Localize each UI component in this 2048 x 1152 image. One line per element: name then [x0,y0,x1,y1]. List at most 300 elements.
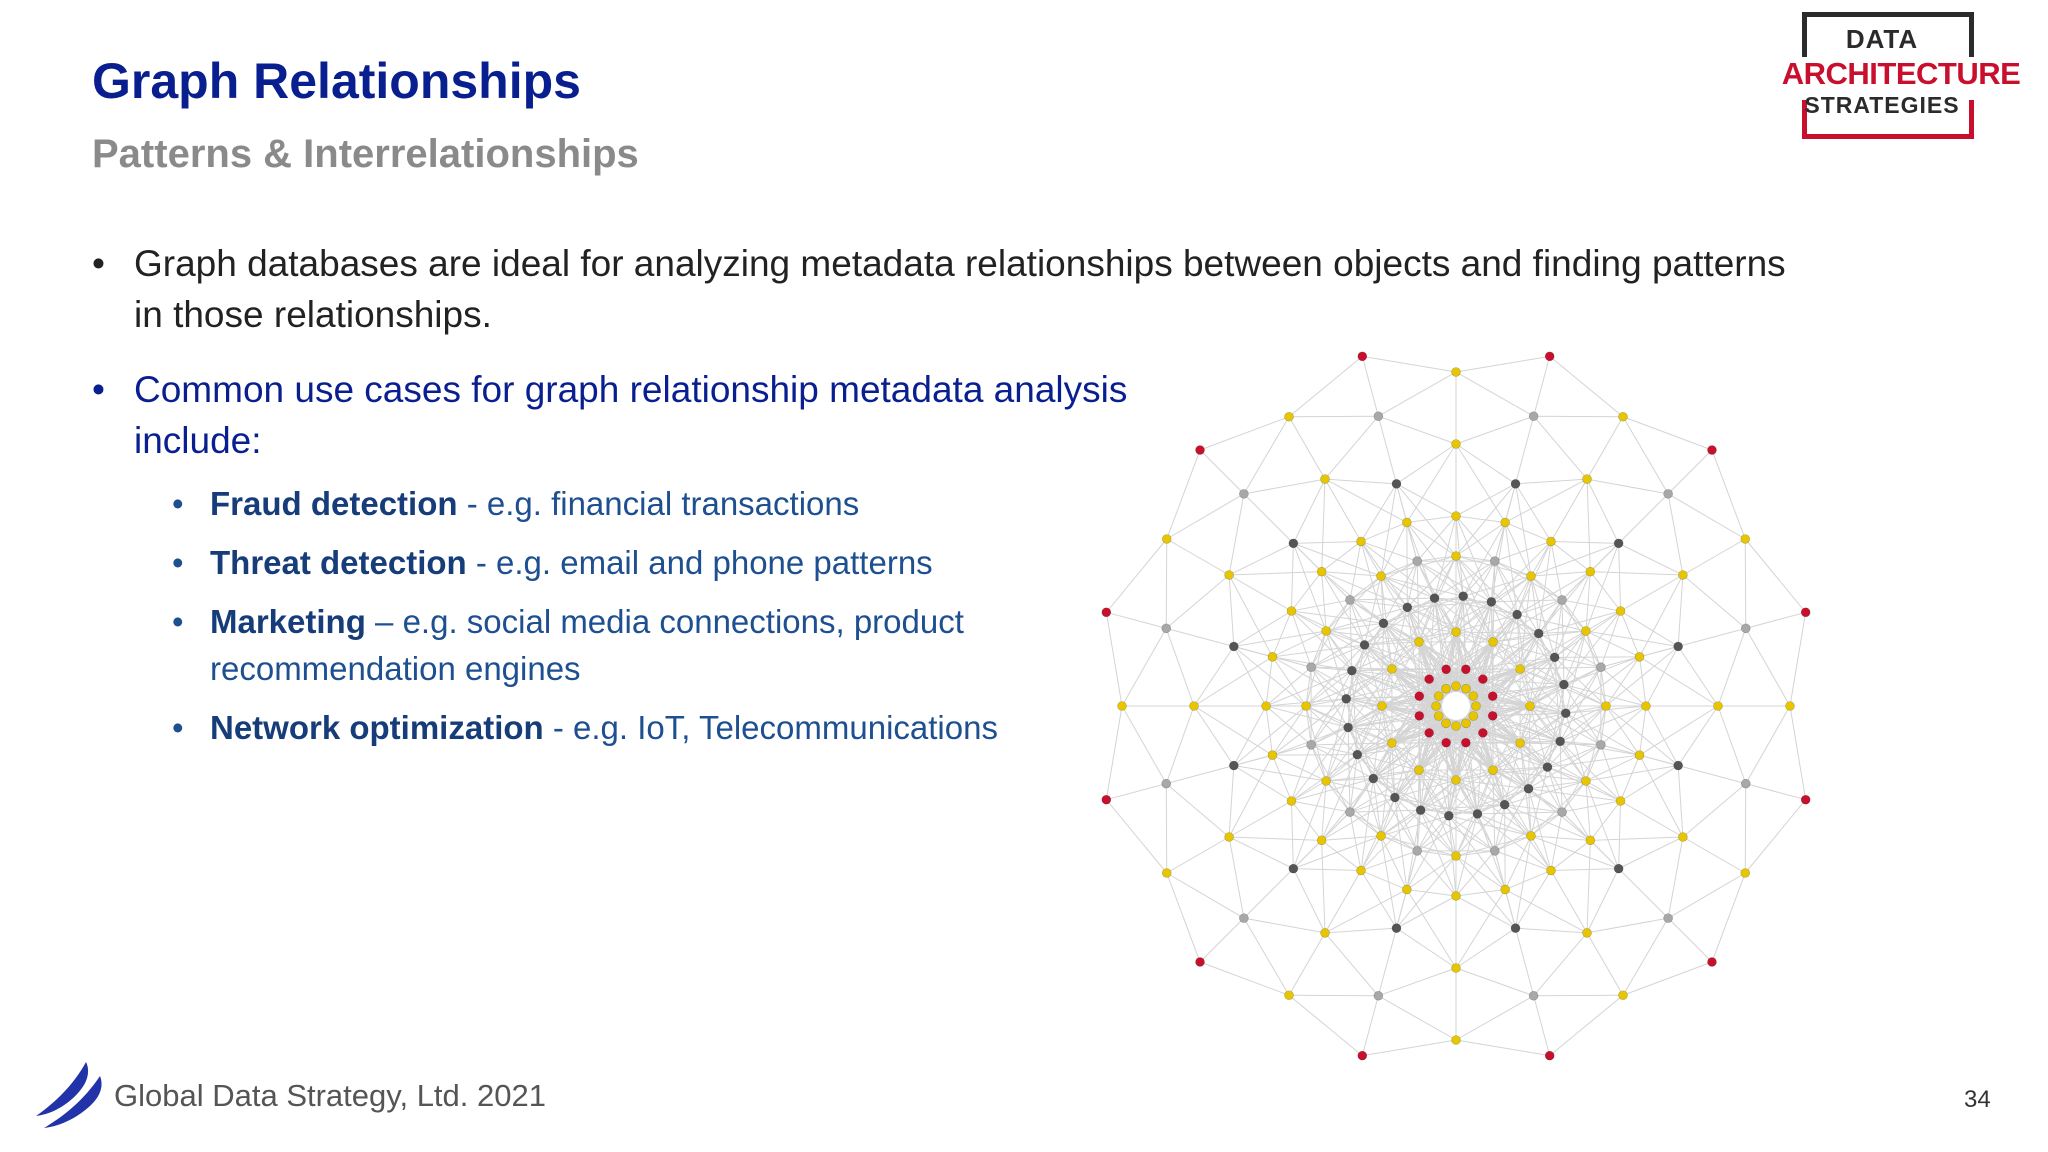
graph-edge [1167,873,1244,918]
graph-edge [1668,494,1745,539]
bullet-marker: • [92,243,105,284]
graph-node [1118,702,1127,711]
graph-node [1469,692,1478,701]
graph-node [1581,777,1590,786]
graph-node [1511,479,1520,488]
graph-edge [1266,667,1311,706]
graph-node [1529,412,1538,421]
graph-edge [1516,416,1534,484]
graph-edge [1456,444,1516,484]
graph-edge [1619,543,1683,575]
graph-edge [1167,539,1229,575]
graph-edge [1229,837,1322,840]
graph-edge [1456,928,1516,968]
graph-node [1392,924,1401,933]
graph-node [1801,608,1810,617]
graph-edge [1534,356,1550,416]
graph-edge [1166,766,1234,784]
graph-node [1347,666,1356,675]
graph-node [1516,665,1525,674]
graph-node [1527,831,1536,840]
graph-edge [1623,417,1712,450]
graph-edge [1619,801,1621,869]
bullet-use-cases-text: Common use cases for graph relationship metadata analysis include: [134,369,1128,461]
graph-edge [1551,869,1619,871]
graph-edge [1378,416,1456,444]
footer-copyright: Global Data Strategy, Ltd. 2021 [114,1078,546,1113]
graph-node [1317,836,1326,845]
graph-edge [1234,646,1266,706]
graph-node [1344,723,1353,732]
graph-node [1358,352,1367,361]
graph-node [1635,751,1644,760]
graph-edge [1623,962,1712,995]
graph-edge [1325,416,1378,479]
graph-node [1162,535,1171,544]
graph-node [1413,557,1422,566]
graph-node [1452,964,1461,973]
graph-edge [1289,356,1362,416]
graph-node [1357,866,1366,875]
graph-node [1374,991,1383,1000]
graph-node [1586,567,1595,576]
use-case-detail: – e.g. social media connections, product recommendation engines [210,603,964,687]
graph-node [1707,957,1716,966]
graph-node [1196,957,1205,966]
graph-edge [1167,450,1200,539]
graph-edge [1477,812,1562,814]
graph-edge [1601,706,1606,745]
graph-node [1545,1051,1554,1060]
graph-node [1619,991,1628,1000]
graph-node [1487,597,1496,606]
graph-edge [1456,516,1491,602]
sub-bullet-marker: • [172,544,184,581]
graph-edge [1534,416,1623,417]
graph-node [1583,928,1592,937]
graph-node [1413,846,1422,855]
graph-edge [1266,706,1272,755]
graph-node [1452,512,1461,521]
graph-edge [1623,918,1668,995]
sub-bullet-marker: • [172,709,184,746]
graph-edge [1361,871,1407,890]
graph-edge [1200,450,1244,494]
graph-node [1602,702,1611,711]
graph-node [1741,869,1750,878]
use-case-title: Threat detection [210,544,467,581]
graph-edge [1325,479,1396,484]
graph-edge [1289,995,1378,996]
graph-edge [1587,479,1668,494]
graph-node [1526,702,1535,711]
graph-node [1462,719,1471,728]
graph-node [1461,738,1470,747]
graph-node [1452,892,1461,901]
graph-edge [1378,372,1456,416]
graph-node [1379,619,1388,628]
graph-node [1442,684,1451,693]
graph-edge [1516,479,1587,484]
graph-node [1556,737,1565,746]
graph-edge [1229,575,1234,646]
graph-node [1430,594,1439,603]
use-case-title: Marketing [210,603,366,640]
graph-node [1322,777,1331,786]
graph-edge [1106,784,1166,800]
graph-edge [1106,800,1166,873]
graph-node [1547,866,1556,875]
graph-node [1741,535,1750,544]
graph-node [1452,852,1461,861]
use-case-marketing [92,598,1072,692]
graph-edge [1272,611,1291,657]
graph-node [1268,652,1277,661]
page-number: 34 [1964,1086,1991,1113]
graph-node [1442,719,1451,728]
graph-node [1289,864,1298,873]
use-case-detail: - e.g. financial transactions [457,485,860,522]
graph-edge [1586,611,1621,631]
use-case-fraud-detection [92,480,1072,527]
graph-node [1462,684,1471,693]
graph-node [1239,489,1248,498]
graph-edge [1289,933,1325,995]
graph-node [1488,711,1497,720]
graph-node [1229,761,1238,770]
graph-node [1469,712,1478,721]
graph-edge [1746,628,1790,706]
graph-edge [1590,572,1683,575]
graph-edge [1790,612,1806,706]
graph-edge [1166,539,1167,628]
graph-edge [1562,781,1586,812]
graph-node [1262,702,1271,711]
graph-edge [1456,996,1534,1040]
graph-node [1478,728,1487,737]
graph-node [1377,831,1386,840]
graph-node [1527,572,1536,581]
graph-edge [1293,541,1361,543]
graph-edge [1590,543,1618,571]
graph-node [1345,595,1354,604]
graph-edge [1234,706,1266,766]
graph-edge [1678,706,1718,766]
graph-node [1501,518,1510,527]
graph-edge [1640,706,1646,755]
graph-edge [1166,575,1229,628]
graph-edge [1712,873,1745,962]
graph-edge [1350,541,1361,599]
graph-edge [1456,416,1534,444]
graph-node [1545,352,1554,361]
graph-node [1442,738,1451,747]
graph-edge [1361,541,1381,576]
graph-node [1452,682,1461,691]
graph-edge [1587,479,1619,543]
graph-node [1415,692,1424,701]
graph-edge [1621,611,1640,657]
graph-node [1516,739,1525,748]
graph-edge [1456,851,1495,856]
logo-line-2: ARCHITECTURE [1781,56,2021,91]
graph-edge [1790,706,1806,800]
graph-node [1635,652,1644,661]
graph-edge [1534,933,1587,996]
graph-edge [1550,995,1623,1055]
graph-edge [1560,706,1646,741]
graph-edge [1678,628,1746,646]
graph-edge [1456,516,1495,561]
graph-node [1387,665,1396,674]
graph-node [1534,629,1543,638]
graph-edge [1520,669,1530,706]
graph-node [1434,712,1443,721]
graph-node [1162,779,1171,788]
graph-node [1442,665,1451,674]
graph-node [1500,800,1509,809]
graph-edge [1293,840,1321,868]
graph-edge [1272,755,1291,801]
graph-edge [1244,479,1325,494]
graph-edge [1640,706,1718,755]
graph-edge [1350,812,1381,836]
graph-node [1488,692,1497,701]
graph-node [1707,446,1716,455]
graph-edge [1587,840,1590,933]
graph-edge [1362,1040,1456,1056]
graph-node [1452,368,1461,377]
graph-edge [1678,766,1683,837]
graph-edge [1745,784,1746,873]
graph-edge [1477,814,1551,871]
graph-node [1614,539,1623,548]
graph-node [1345,808,1354,817]
graph-edge [1683,575,1746,628]
graph-node [1524,784,1533,793]
graph-node [1490,557,1499,566]
graph-edge [1407,890,1456,896]
graph-edge [1550,356,1623,416]
graph-edge [1407,890,1456,968]
graph-node [1287,797,1296,806]
graph-edge [1746,612,1806,628]
graph-node [1102,608,1111,617]
graph-edge [1244,918,1325,933]
graph-node [1403,603,1412,612]
use-case-title: Fraud detection [210,485,458,522]
graph-node [1596,740,1605,749]
graph-edge [1619,494,1668,543]
graph-node [1268,751,1277,760]
graph-edge [1456,484,1516,516]
graph-edge [1683,784,1746,837]
graph-edge [1122,706,1166,784]
graph-node [1369,774,1378,783]
graph-edge [1421,810,1456,896]
graph-node [1225,833,1234,842]
graph-edge [1291,543,1293,611]
graph-edge [1311,745,1326,781]
graph-node [1360,640,1369,649]
graph-edge [1326,600,1350,631]
graph-node [1801,795,1810,804]
graph-edge [1200,962,1289,995]
graph-node [1342,694,1351,703]
graph-edge [1712,450,1745,539]
graph-node [1786,702,1795,711]
graph-node [1402,518,1411,527]
graph-node [1392,479,1401,488]
graph-edge [1562,600,1564,685]
graph-node [1619,412,1628,421]
graph-edge [1417,851,1456,896]
graph-edge [1718,706,1746,784]
graph-edge [1745,800,1805,873]
graph-edge [1289,417,1325,479]
graph-edge [1378,416,1396,484]
graph-node [1511,924,1520,933]
graph-edge [1381,561,1417,576]
graph-edge [1244,494,1293,543]
graph-node [1302,702,1311,711]
graph-node [1353,750,1362,759]
graph-node [1285,412,1294,421]
graph-edge [1122,628,1166,706]
graph-edge [1322,479,1325,572]
graph-node [1489,766,1498,775]
logo-line-3: STRATEGIES [1804,92,1960,118]
graph-edge [1587,918,1668,933]
graph-node [1558,595,1567,604]
graph-edge [1551,812,1562,870]
graph-edge [1325,933,1378,996]
graph-node [1287,607,1296,616]
graph-edge [1293,869,1361,871]
graph-node [1489,637,1498,646]
graph-edge [1564,611,1621,685]
graph-node [1307,740,1316,749]
graph-edge [1244,918,1289,995]
graph-edge [1362,996,1378,1056]
graph-edge [1167,873,1200,962]
graph-edge [1291,801,1349,812]
graph-edge [1106,539,1166,612]
graph-edge [1166,706,1194,784]
graph-edge [1382,706,1392,743]
graph-edge [1640,657,1718,706]
graph-edge [1322,840,1325,933]
graph-node [1415,766,1424,775]
graph-node [1741,779,1750,788]
graph-edge [1417,556,1456,561]
graph-node [1289,539,1298,548]
graph-node [1550,653,1559,662]
graph-edge [1531,576,1562,600]
graph-edge [1601,706,1646,745]
graph-node [1444,811,1453,820]
graph-node [1614,864,1623,873]
graph-edge [1106,706,1122,800]
graph-edge [1244,869,1293,918]
graph-edge [1646,646,1678,706]
graph-edge [1291,727,1348,801]
graph-node [1452,552,1461,561]
graph-edge [1194,646,1234,706]
graph-edge [1587,933,1623,995]
graph-edge [1678,646,1718,706]
graph-edge [1166,628,1234,646]
graph-edge [1683,539,1745,575]
graph-node [1190,702,1199,711]
graph-edge [1505,871,1551,890]
graph-node [1415,711,1424,720]
graph-node [1529,991,1538,1000]
graph-node [1581,627,1590,636]
graph-edge [1456,890,1505,968]
graph-edge [1534,996,1550,1056]
graph-edge [1619,543,1621,611]
graph-edge [1621,755,1640,801]
graph-edge [1456,356,1550,372]
graph-node [1229,642,1238,651]
graph-edge [1746,706,1790,784]
graph-node [1616,607,1625,616]
graph-node [1387,739,1396,748]
graph-edge [1456,1040,1550,1056]
graph-node [1225,571,1234,580]
graph-edge [1361,541,1435,598]
graph-edge [1289,995,1362,1055]
graph-node [1558,808,1567,817]
graph-edge [1194,657,1272,706]
graph-edge [1516,928,1534,996]
graph-edge [1396,484,1456,516]
bullet-main-text: Graph databases are ideal for analyzing metadata relationships between objects and finding patterns in those relationships. [134,243,1786,335]
graph-node [1714,702,1723,711]
graph-node [1358,1051,1367,1060]
graph-node [1102,795,1111,804]
graph-edge [1419,632,1456,642]
graph-node [1377,572,1386,581]
graph-edge [1646,706,1678,766]
graph-node [1307,663,1316,672]
graph-edge [1587,417,1623,479]
graph-edge [1229,766,1234,837]
graph-edge [1293,543,1321,571]
graph-node [1583,475,1592,484]
graph-edge [1166,784,1229,837]
graph-edge [1562,600,1620,611]
graph-edge [1396,444,1456,484]
global-data-strategy-logo-icon [30,1058,106,1130]
graph-node [1452,776,1461,785]
graph-edge [1362,356,1456,372]
graph-node [1239,914,1248,923]
graph-node [1416,806,1425,815]
graph-edge [1668,450,1712,494]
graph-edge [1534,416,1587,479]
logo-line-1: DATA [1845,24,1919,54]
graph-edge [1456,444,1505,522]
graph-edge [1619,869,1668,918]
graph-edge [1668,873,1745,918]
graph-node [1616,797,1625,806]
graph-edge [1167,837,1229,873]
graph-node [1478,675,1487,684]
graph-node [1432,702,1441,711]
graph-edge [1668,494,1683,575]
